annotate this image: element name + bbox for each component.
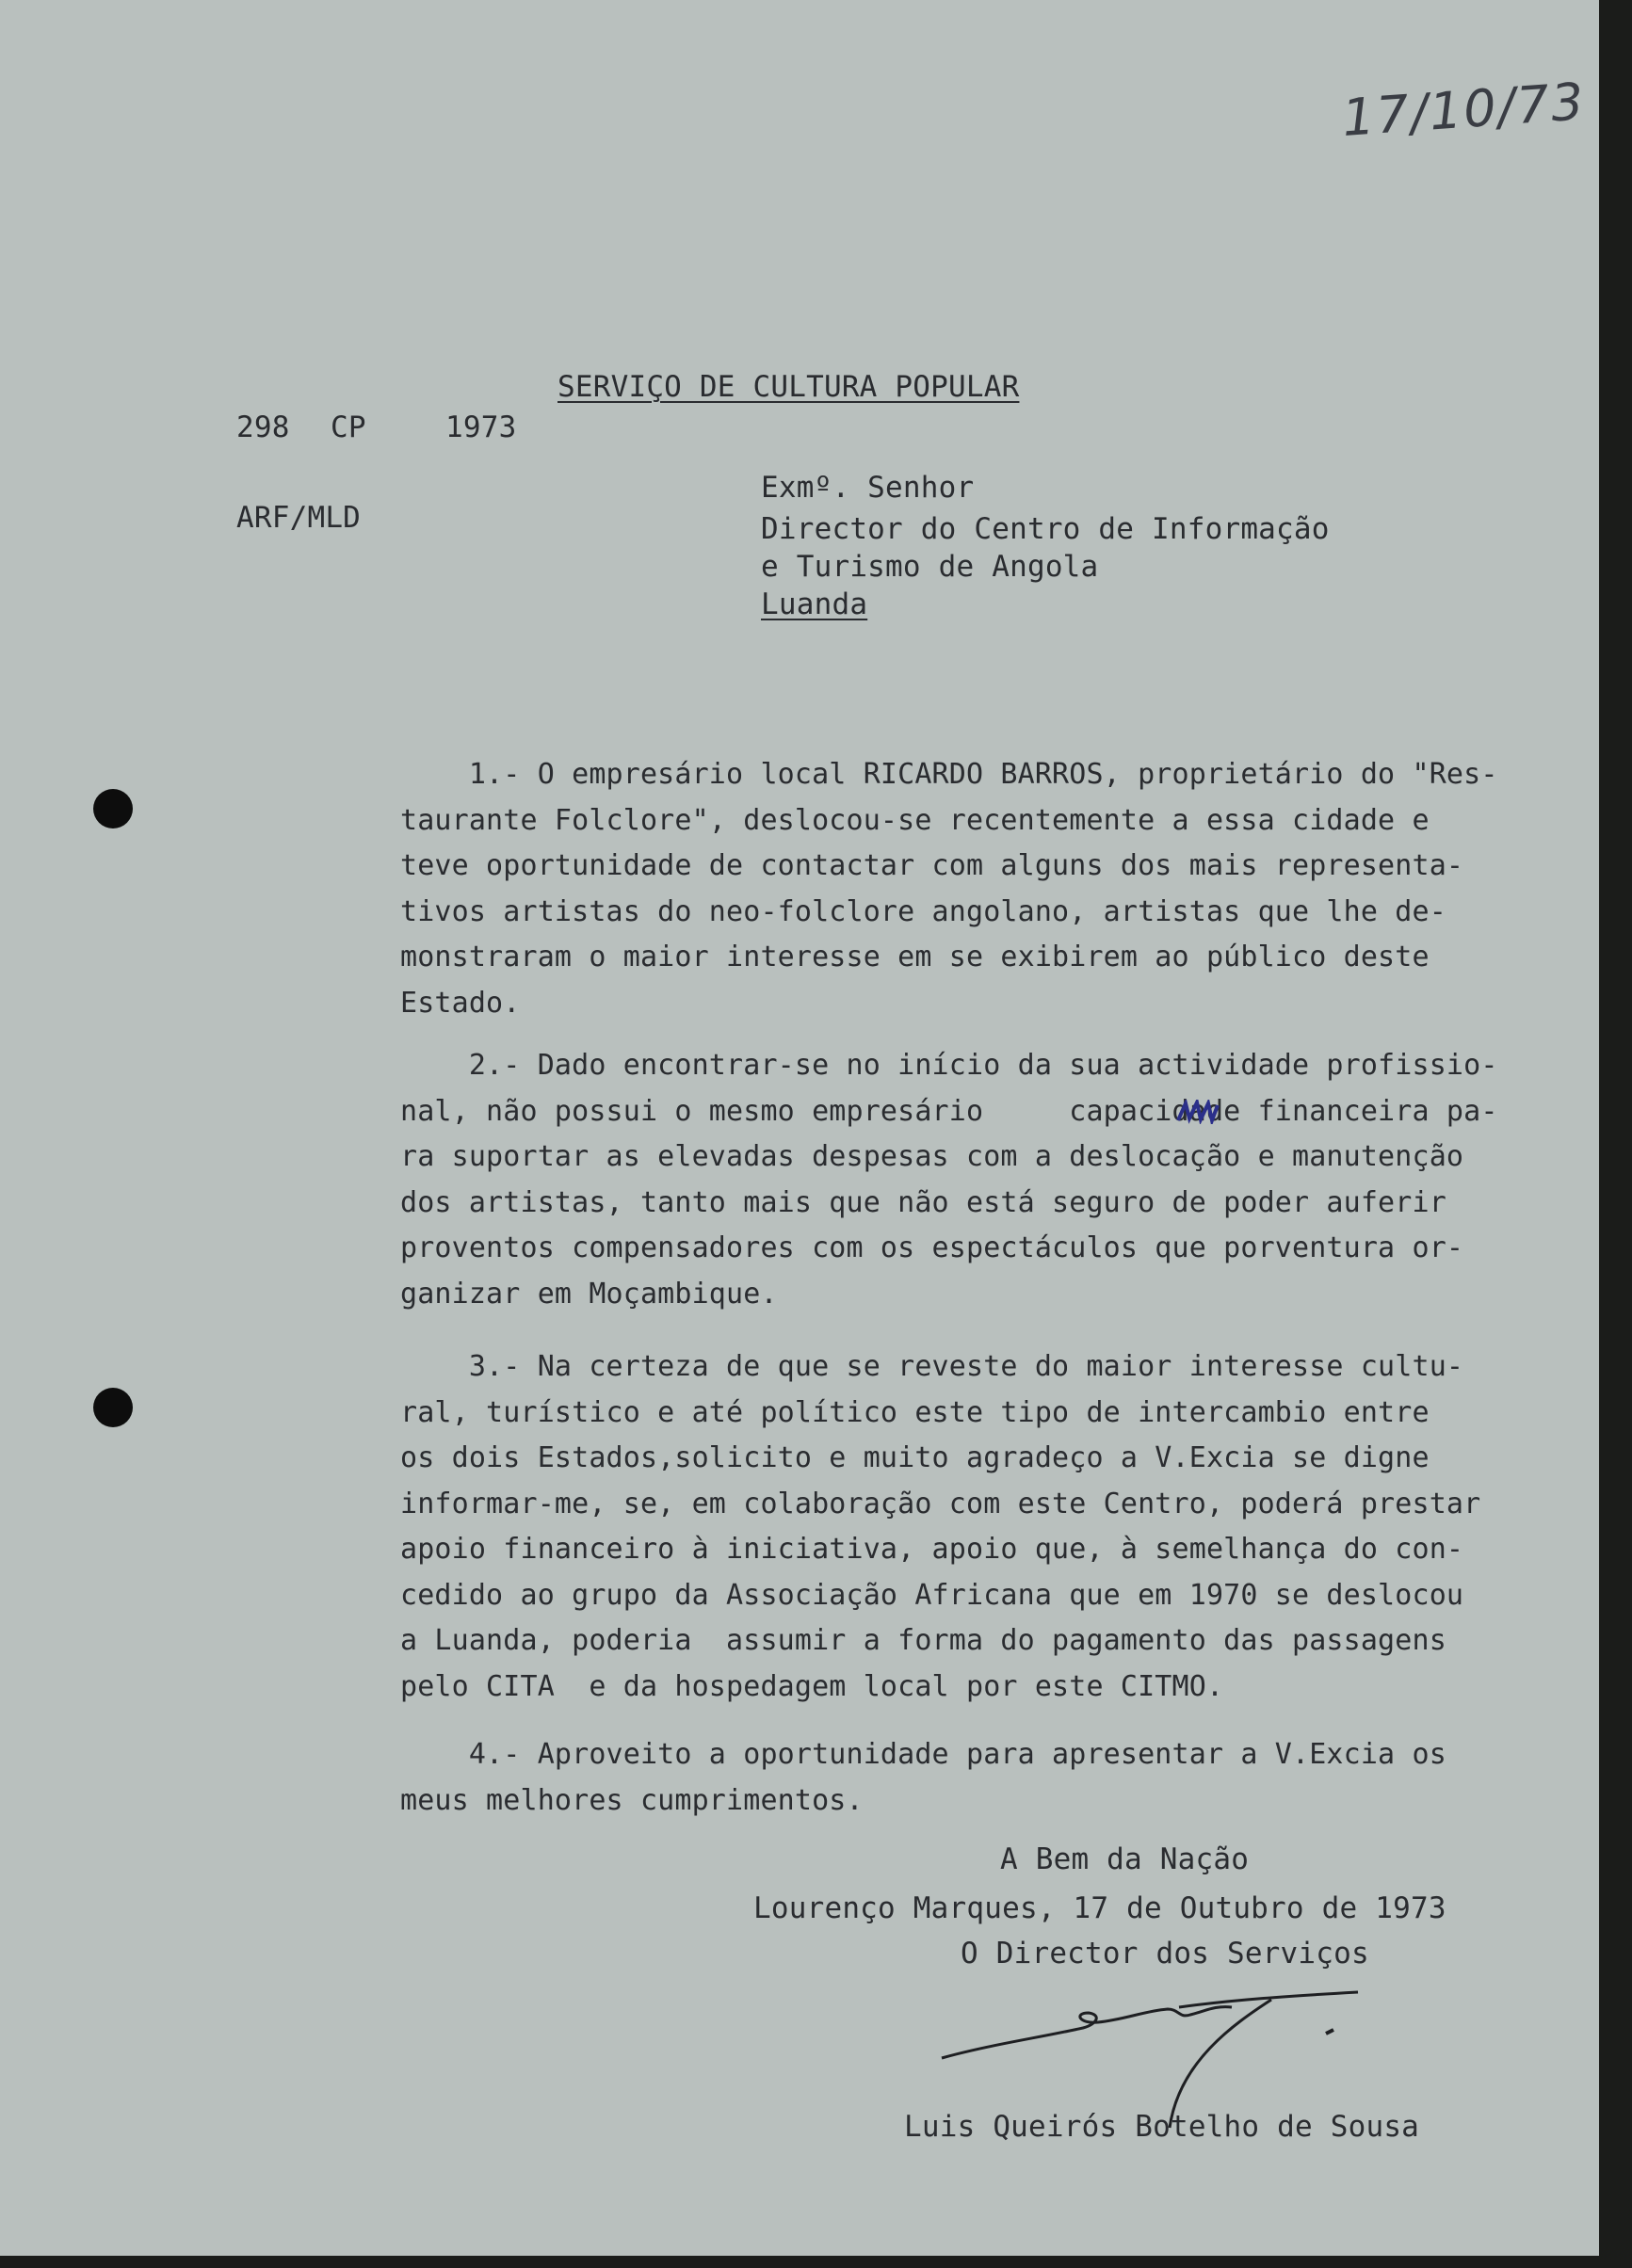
paragraph-line: apoio financeiro à iniciativa, apoio que, à semelhança do con- <box>400 1533 1464 1566</box>
paragraph-line: teve oportunidade de contactar com alguns dos mais representa- <box>400 849 1464 882</box>
paragraph-line: 4.- Aproveito a oportunidade para apresentar a V.Excia os <box>400 1738 1446 1771</box>
paragraph-line: pelo CITA e da hospedagem local por este CITMO. <box>400 1669 1224 1703</box>
paragraph-line: 2.- Dado encontrar-se no início da sua actividade profissio- <box>400 1049 1498 1082</box>
closing-motto: A Bem da Nação <box>1000 1842 1250 1876</box>
punch-hole-bottom <box>93 1388 133 1427</box>
addressee-city: Luanda <box>761 587 868 621</box>
service-heading: SERVIÇO DE CULTURA POPULAR <box>557 370 1020 404</box>
closing-place-date: Lourenço Marques, 17 de Outubro de 1973 <box>753 1891 1446 1925</box>
addressee-line-2: e Turismo de Angola <box>761 550 1099 584</box>
paragraph-2 <box>400 1043 1557 1317</box>
paragraph-line: monstraram o maior interesse em se exibirem ao público deste <box>400 941 1430 973</box>
reference-number: 298 <box>236 410 290 444</box>
reference-code: CP <box>331 410 366 444</box>
paragraph-line: nal, não possui o mesmo empresário capacidade financeira pa- <box>400 1094 1498 1128</box>
handwritten-date: 17/10/73 <box>1340 72 1588 148</box>
addressee-salutation: Exmº. Senhor <box>761 471 975 505</box>
paragraph-line: ganizar em Moçambique. <box>400 1277 778 1311</box>
paragraph-line: taurante Folclore", deslocou-se recentemente a essa cidade e <box>400 803 1430 837</box>
paragraph-line: ra suportar as elevadas despesas com a deslocação e manutenção <box>400 1140 1464 1173</box>
paragraph-line: 1.- O empresário local RICARDO BARROS, proprietário do "Res- <box>400 758 1498 791</box>
addressee-line-1: Director do Centro de Informação <box>761 512 1330 546</box>
paragraph-line: ral, turístico e até político este tipo de intercambio entre <box>400 1395 1430 1429</box>
paragraph-1 <box>400 752 1557 1026</box>
punch-hole-top <box>93 789 133 828</box>
paragraph-line: os dois Estados,solicito e muito agradeço a V.Excia se digne <box>400 1441 1430 1474</box>
paragraph-line: tivos artistas do neo-folclore angolano, artistas que lhe de- <box>400 894 1446 928</box>
paragraph-line: informar-me, se, em colaboração com este Centro, poderá prestar <box>400 1487 1481 1520</box>
paragraph-line: Estado. <box>400 986 521 1020</box>
reference-year: 1973 <box>445 410 517 444</box>
signatory-name: Luis Queirós Botelho de Sousa <box>904 2110 1420 2144</box>
paragraph-line: a Luanda, poderia assumir a forma do pagamento das passagens <box>400 1624 1446 1657</box>
paragraph-4 <box>400 1732 1557 1824</box>
paragraph-line: meus melhores cumprimentos. <box>400 1783 864 1817</box>
ink-scribble-icon <box>1176 1100 1220 1124</box>
paragraph-line: cedido ao grupo da Associação Africana que em 1970 se deslocou <box>400 1578 1464 1612</box>
closing-role: O Director dos Serviços <box>961 1937 1369 1970</box>
reference-initials: ARF/MLD <box>236 501 362 535</box>
paragraph-3 <box>400 1344 1557 1710</box>
paragraph-line: dos artistas, tanto mais que não está seguro de poder auferir <box>400 1185 1446 1219</box>
paragraph-line: 3.- Na certeza de que se reveste do maior interesse cultu- <box>400 1350 1464 1383</box>
paragraph-line: proventos compensadores com os espectáculos que porventura or- <box>400 1231 1464 1264</box>
